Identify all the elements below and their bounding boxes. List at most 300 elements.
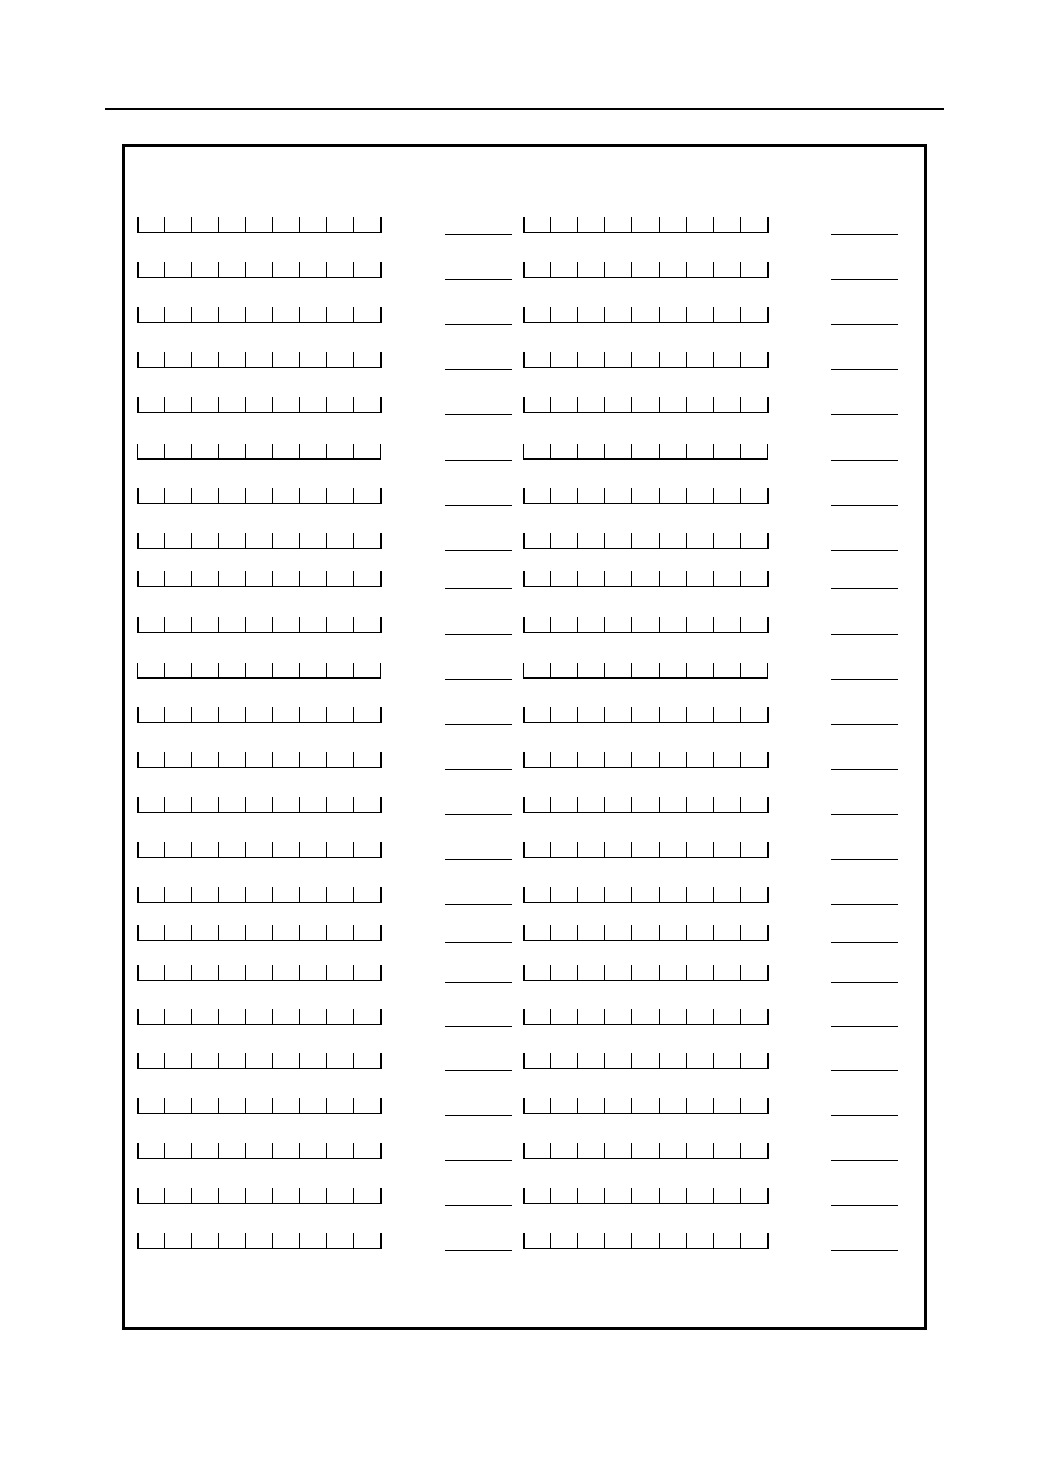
comb-divider bbox=[137, 752, 139, 768]
comb-divider bbox=[137, 533, 139, 549]
comb-divider bbox=[218, 752, 219, 768]
comb-divider bbox=[631, 925, 632, 941]
comb-divider bbox=[191, 663, 192, 679]
comb-divider bbox=[191, 488, 192, 504]
comb-divider bbox=[137, 1188, 139, 1204]
comb-divider bbox=[245, 1233, 246, 1249]
comb-field[interactable] bbox=[137, 367, 380, 368]
comb-field[interactable] bbox=[137, 548, 380, 549]
comb-divider bbox=[523, 1188, 525, 1204]
comb-divider bbox=[577, 217, 578, 233]
comb-divider bbox=[218, 262, 219, 278]
comb-divider bbox=[740, 1053, 741, 1069]
comb-divider bbox=[326, 617, 327, 633]
comb-field[interactable] bbox=[137, 586, 380, 587]
comb-divider bbox=[299, 1098, 300, 1114]
answer-blank[interactable] bbox=[831, 904, 898, 905]
comb-field[interactable] bbox=[137, 767, 380, 768]
comb-divider bbox=[245, 352, 246, 368]
comb-divider bbox=[604, 707, 605, 723]
comb-divider bbox=[299, 488, 300, 504]
answer-blank[interactable] bbox=[445, 369, 512, 370]
comb-divider bbox=[604, 397, 605, 413]
comb-divider bbox=[550, 1098, 551, 1114]
comb-field[interactable] bbox=[523, 1113, 767, 1114]
comb-divider bbox=[740, 663, 741, 679]
comb-divider bbox=[272, 533, 273, 549]
comb-divider bbox=[713, 663, 714, 679]
comb-divider bbox=[245, 444, 246, 460]
answer-blank[interactable] bbox=[831, 1026, 898, 1027]
answer-blank[interactable] bbox=[445, 279, 512, 280]
comb-divider bbox=[767, 925, 769, 941]
comb-divider bbox=[164, 533, 165, 549]
comb-field[interactable] bbox=[523, 367, 767, 368]
answer-blank[interactable] bbox=[445, 1250, 512, 1251]
comb-divider bbox=[326, 797, 327, 813]
comb-divider bbox=[659, 444, 660, 460]
comb-divider bbox=[353, 307, 354, 323]
comb-field[interactable] bbox=[137, 1248, 380, 1249]
answer-blank[interactable] bbox=[831, 369, 898, 370]
answer-blank[interactable] bbox=[831, 1250, 898, 1251]
comb-divider bbox=[604, 1233, 605, 1249]
comb-field[interactable] bbox=[137, 503, 380, 504]
comb-divider bbox=[191, 352, 192, 368]
comb-field[interactable] bbox=[523, 548, 767, 549]
comb-field[interactable] bbox=[137, 722, 380, 723]
comb-divider bbox=[326, 1188, 327, 1204]
comb-divider bbox=[272, 887, 273, 903]
comb-divider bbox=[550, 397, 551, 413]
comb-divider bbox=[272, 925, 273, 941]
comb-divider bbox=[380, 397, 382, 413]
comb-divider bbox=[218, 925, 219, 941]
comb-divider bbox=[272, 663, 273, 679]
answer-blank[interactable] bbox=[445, 1160, 512, 1161]
comb-field[interactable] bbox=[523, 586, 767, 587]
comb-divider bbox=[245, 707, 246, 723]
comb-divider bbox=[137, 887, 139, 903]
comb-field[interactable] bbox=[523, 277, 767, 278]
answer-blank[interactable] bbox=[831, 859, 898, 860]
comb-divider bbox=[218, 1188, 219, 1204]
comb-field[interactable] bbox=[523, 1248, 767, 1249]
comb-divider bbox=[353, 217, 354, 233]
comb-divider bbox=[713, 217, 714, 233]
comb-divider bbox=[550, 965, 551, 981]
comb-divider bbox=[713, 533, 714, 549]
comb-divider bbox=[550, 842, 551, 858]
answer-blank[interactable] bbox=[445, 634, 512, 635]
comb-field[interactable] bbox=[523, 1068, 767, 1069]
comb-divider bbox=[353, 663, 354, 679]
answer-blank[interactable] bbox=[445, 814, 512, 815]
comb-divider bbox=[577, 1009, 578, 1025]
comb-divider bbox=[631, 663, 632, 679]
comb-divider bbox=[272, 307, 273, 323]
comb-divider bbox=[326, 1009, 327, 1025]
comb-divider bbox=[353, 842, 354, 858]
comb-divider bbox=[740, 925, 741, 941]
comb-field[interactable] bbox=[137, 940, 380, 941]
comb-divider bbox=[245, 1009, 246, 1025]
comb-divider bbox=[353, 1053, 354, 1069]
answer-blank[interactable] bbox=[445, 588, 512, 589]
comb-divider bbox=[550, 663, 551, 679]
comb-divider bbox=[713, 797, 714, 813]
comb-divider bbox=[380, 307, 382, 323]
comb-field[interactable] bbox=[137, 980, 380, 981]
comb-divider bbox=[326, 707, 327, 723]
comb-divider bbox=[353, 533, 354, 549]
comb-divider bbox=[299, 444, 300, 460]
answer-blank[interactable] bbox=[831, 505, 898, 506]
comb-field[interactable] bbox=[137, 632, 380, 633]
comb-divider bbox=[164, 1188, 165, 1204]
comb-divider bbox=[191, 925, 192, 941]
comb-divider bbox=[686, 1053, 687, 1069]
comb-divider bbox=[713, 1143, 714, 1159]
comb-divider bbox=[631, 1053, 632, 1069]
comb-divider bbox=[164, 262, 165, 278]
comb-divider bbox=[659, 707, 660, 723]
comb-divider bbox=[523, 797, 525, 813]
comb-divider bbox=[686, 752, 687, 768]
comb-divider bbox=[577, 444, 578, 460]
comb-divider bbox=[299, 1188, 300, 1204]
comb-divider bbox=[191, 887, 192, 903]
comb-divider bbox=[272, 707, 273, 723]
comb-divider bbox=[577, 533, 578, 549]
comb-divider bbox=[326, 307, 327, 323]
answer-blank[interactable] bbox=[445, 942, 512, 943]
comb-divider bbox=[767, 752, 769, 768]
comb-divider bbox=[659, 1053, 660, 1069]
comb-divider bbox=[353, 1143, 354, 1159]
comb-divider bbox=[550, 1053, 551, 1069]
answer-blank[interactable] bbox=[445, 1026, 512, 1027]
comb-divider bbox=[523, 1009, 525, 1025]
comb-divider bbox=[523, 307, 525, 323]
answer-blank[interactable] bbox=[831, 588, 898, 589]
answer-blank[interactable] bbox=[831, 414, 898, 415]
comb-divider bbox=[164, 797, 165, 813]
comb-divider bbox=[550, 617, 551, 633]
comb-divider bbox=[218, 617, 219, 633]
comb-divider bbox=[164, 925, 165, 941]
answer-blank[interactable] bbox=[831, 679, 898, 680]
answer-blank[interactable] bbox=[445, 234, 512, 235]
answer-blank[interactable] bbox=[831, 634, 898, 635]
answer-blank[interactable] bbox=[445, 1070, 512, 1071]
comb-divider bbox=[245, 262, 246, 278]
comb-divider bbox=[353, 352, 354, 368]
comb-divider bbox=[137, 1143, 139, 1159]
comb-field[interactable] bbox=[137, 1024, 380, 1025]
comb-field[interactable] bbox=[137, 232, 380, 233]
comb-divider bbox=[272, 1098, 273, 1114]
comb-field[interactable] bbox=[523, 677, 767, 679]
comb-divider bbox=[659, 533, 660, 549]
comb-divider bbox=[631, 571, 632, 587]
comb-divider bbox=[767, 444, 768, 460]
comb-divider bbox=[686, 397, 687, 413]
comb-divider bbox=[604, 307, 605, 323]
comb-divider bbox=[353, 397, 354, 413]
comb-divider bbox=[523, 925, 525, 941]
comb-divider bbox=[380, 1098, 382, 1114]
comb-divider bbox=[767, 1143, 769, 1159]
comb-field[interactable] bbox=[523, 232, 767, 233]
comb-divider bbox=[740, 617, 741, 633]
comb-divider bbox=[137, 965, 139, 981]
comb-divider bbox=[218, 1009, 219, 1025]
comb-divider bbox=[550, 488, 551, 504]
comb-divider bbox=[604, 262, 605, 278]
comb-divider bbox=[740, 842, 741, 858]
answer-blank[interactable] bbox=[445, 505, 512, 506]
comb-divider bbox=[272, 397, 273, 413]
comb-divider bbox=[218, 797, 219, 813]
comb-divider bbox=[767, 617, 769, 633]
comb-divider bbox=[550, 307, 551, 323]
comb-divider bbox=[137, 925, 139, 941]
comb-field[interactable] bbox=[523, 857, 767, 858]
comb-divider bbox=[218, 307, 219, 323]
answer-blank[interactable] bbox=[831, 724, 898, 725]
comb-divider bbox=[659, 797, 660, 813]
comb-divider bbox=[299, 352, 300, 368]
comb-field[interactable] bbox=[137, 277, 380, 278]
comb-divider bbox=[272, 1009, 273, 1025]
comb-divider bbox=[191, 707, 192, 723]
comb-divider bbox=[137, 571, 139, 587]
comb-divider bbox=[523, 571, 525, 587]
comb-divider bbox=[245, 925, 246, 941]
comb-field[interactable] bbox=[137, 902, 380, 903]
comb-field[interactable] bbox=[523, 412, 767, 413]
comb-divider bbox=[326, 571, 327, 587]
answer-blank[interactable] bbox=[445, 724, 512, 725]
comb-field[interactable] bbox=[523, 812, 767, 813]
comb-divider bbox=[380, 1009, 382, 1025]
comb-divider bbox=[577, 663, 578, 679]
comb-divider bbox=[740, 707, 741, 723]
comb-field[interactable] bbox=[137, 412, 380, 413]
comb-field[interactable] bbox=[523, 767, 767, 768]
answer-blank[interactable] bbox=[445, 982, 512, 983]
answer-blank[interactable] bbox=[831, 982, 898, 983]
comb-divider bbox=[380, 488, 382, 504]
comb-divider bbox=[326, 1143, 327, 1159]
comb-divider bbox=[604, 217, 605, 233]
answer-blank[interactable] bbox=[831, 814, 898, 815]
comb-divider bbox=[686, 617, 687, 633]
comb-divider bbox=[191, 965, 192, 981]
comb-divider bbox=[740, 797, 741, 813]
answer-blank[interactable] bbox=[831, 279, 898, 280]
comb-divider bbox=[380, 1053, 382, 1069]
answer-blank[interactable] bbox=[445, 904, 512, 905]
comb-divider bbox=[550, 1188, 551, 1204]
comb-divider bbox=[659, 397, 660, 413]
comb-divider bbox=[218, 965, 219, 981]
comb-field[interactable] bbox=[523, 1158, 767, 1159]
comb-field[interactable] bbox=[137, 1158, 380, 1159]
comb-field[interactable] bbox=[523, 902, 767, 903]
comb-divider bbox=[686, 307, 687, 323]
comb-divider bbox=[164, 488, 165, 504]
comb-divider bbox=[686, 1233, 687, 1249]
comb-divider bbox=[523, 707, 525, 723]
answer-blank[interactable] bbox=[445, 324, 512, 325]
comb-divider bbox=[604, 1009, 605, 1025]
answer-blank[interactable] bbox=[831, 324, 898, 325]
comb-divider bbox=[740, 444, 741, 460]
comb-field[interactable] bbox=[137, 1068, 380, 1069]
comb-field[interactable] bbox=[137, 1113, 380, 1114]
comb-divider bbox=[686, 1009, 687, 1025]
answer-blank[interactable] bbox=[445, 550, 512, 551]
comb-divider bbox=[299, 842, 300, 858]
comb-divider bbox=[686, 1188, 687, 1204]
comb-field[interactable] bbox=[137, 322, 380, 323]
comb-divider bbox=[713, 887, 714, 903]
answer-blank[interactable] bbox=[445, 859, 512, 860]
comb-divider bbox=[659, 1009, 660, 1025]
comb-divider bbox=[137, 1098, 139, 1114]
answer-blank[interactable] bbox=[445, 1205, 512, 1206]
comb-divider bbox=[686, 488, 687, 504]
answer-blank[interactable] bbox=[831, 1070, 898, 1071]
comb-divider bbox=[191, 1009, 192, 1025]
comb-divider bbox=[659, 663, 660, 679]
comb-divider bbox=[218, 571, 219, 587]
comb-divider bbox=[326, 925, 327, 941]
comb-field[interactable] bbox=[523, 322, 767, 323]
answer-blank[interactable] bbox=[831, 769, 898, 770]
comb-divider bbox=[604, 752, 605, 768]
comb-field[interactable] bbox=[137, 458, 380, 460]
comb-divider bbox=[218, 1098, 219, 1114]
comb-divider bbox=[326, 488, 327, 504]
comb-divider bbox=[740, 571, 741, 587]
comb-divider bbox=[137, 352, 139, 368]
comb-divider bbox=[767, 352, 769, 368]
comb-divider bbox=[577, 352, 578, 368]
comb-divider bbox=[550, 533, 551, 549]
comb-divider bbox=[218, 533, 219, 549]
comb-divider bbox=[218, 887, 219, 903]
answer-blank[interactable] bbox=[831, 942, 898, 943]
answer-blank[interactable] bbox=[445, 460, 512, 461]
comb-divider bbox=[164, 752, 165, 768]
comb-divider bbox=[577, 842, 578, 858]
comb-divider bbox=[577, 1098, 578, 1114]
answer-blank[interactable] bbox=[831, 1205, 898, 1206]
comb-divider bbox=[631, 217, 632, 233]
comb-field[interactable] bbox=[137, 812, 380, 813]
comb-divider bbox=[218, 842, 219, 858]
comb-divider bbox=[686, 217, 687, 233]
comb-divider bbox=[272, 1053, 273, 1069]
comb-divider bbox=[740, 752, 741, 768]
comb-divider bbox=[740, 217, 741, 233]
comb-divider bbox=[137, 663, 138, 679]
comb-field[interactable] bbox=[523, 940, 767, 941]
comb-divider bbox=[380, 1233, 382, 1249]
comb-divider bbox=[299, 617, 300, 633]
comb-divider bbox=[740, 352, 741, 368]
comb-divider bbox=[299, 307, 300, 323]
comb-divider bbox=[523, 262, 525, 278]
answer-blank[interactable] bbox=[831, 234, 898, 235]
answer-blank[interactable] bbox=[445, 414, 512, 415]
comb-divider bbox=[686, 444, 687, 460]
answer-blank[interactable] bbox=[445, 679, 512, 680]
comb-field[interactable] bbox=[523, 1024, 767, 1025]
comb-field[interactable] bbox=[137, 1203, 380, 1204]
comb-divider bbox=[631, 307, 632, 323]
answer-blank[interactable] bbox=[831, 550, 898, 551]
comb-field[interactable] bbox=[137, 857, 380, 858]
comb-divider bbox=[380, 663, 381, 679]
comb-divider bbox=[740, 1143, 741, 1159]
comb-field[interactable] bbox=[523, 632, 767, 633]
answer-blank[interactable] bbox=[831, 1115, 898, 1116]
answer-blank[interactable] bbox=[445, 1115, 512, 1116]
comb-divider bbox=[550, 797, 551, 813]
comb-divider bbox=[191, 217, 192, 233]
comb-field[interactable] bbox=[523, 722, 767, 723]
comb-divider bbox=[164, 1143, 165, 1159]
comb-divider bbox=[164, 617, 165, 633]
answer-blank[interactable] bbox=[445, 769, 512, 770]
comb-divider bbox=[353, 262, 354, 278]
comb-divider bbox=[604, 842, 605, 858]
comb-divider bbox=[164, 965, 165, 981]
comb-divider bbox=[767, 707, 769, 723]
comb-divider bbox=[767, 571, 769, 587]
comb-divider bbox=[191, 444, 192, 460]
comb-divider bbox=[191, 1053, 192, 1069]
comb-divider bbox=[713, 571, 714, 587]
comb-divider bbox=[577, 925, 578, 941]
comb-divider bbox=[523, 444, 524, 460]
comb-divider bbox=[272, 797, 273, 813]
comb-field[interactable] bbox=[137, 677, 380, 679]
comb-divider bbox=[686, 533, 687, 549]
comb-field[interactable] bbox=[523, 458, 767, 460]
answer-blank[interactable] bbox=[831, 460, 898, 461]
comb-divider bbox=[353, 887, 354, 903]
comb-field[interactable] bbox=[523, 1203, 767, 1204]
comb-field[interactable] bbox=[523, 503, 767, 504]
comb-field[interactable] bbox=[523, 980, 767, 981]
comb-divider bbox=[137, 1053, 139, 1069]
comb-divider bbox=[299, 262, 300, 278]
comb-divider bbox=[218, 663, 219, 679]
comb-divider bbox=[686, 1143, 687, 1159]
comb-divider bbox=[218, 488, 219, 504]
comb-divider bbox=[631, 1233, 632, 1249]
comb-divider bbox=[631, 707, 632, 723]
comb-divider bbox=[686, 887, 687, 903]
answer-blank[interactable] bbox=[831, 1160, 898, 1161]
comb-divider bbox=[604, 1098, 605, 1114]
comb-divider bbox=[686, 1098, 687, 1114]
